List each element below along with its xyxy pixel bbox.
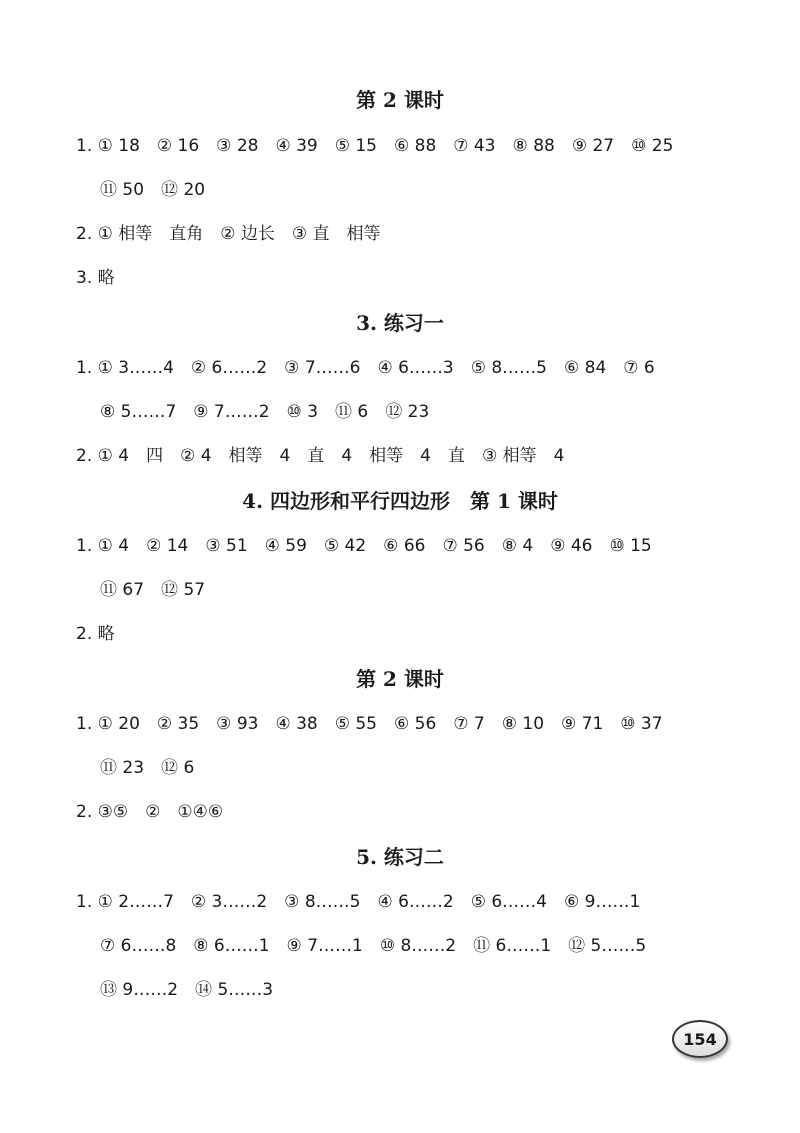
section-title: 3. 练习一 (356, 311, 444, 335)
section-title: 5. 练习二 (356, 845, 444, 869)
answer-line: 2. ① 4 四 ② 4 相等 4 直 4 相等 4 直 ③ 相等 4 (76, 446, 565, 466)
answer-line: 2. ③⑤ ② ①④⑥ (76, 802, 224, 822)
answer-line: ⑪ 50 ⑫ 20 (100, 180, 206, 200)
answer-line: 1. ① 20 ② 35 ③ 93 ④ 38 ⑤ 55 ⑥ 56 ⑦ 7 ⑧ 10 ⑨ 71 ⑩ 37 (76, 714, 663, 734)
section-title: 4. 四边形和平行四边形 第 1 课时 (242, 489, 558, 513)
answer-line: 1. ① 18 ② 16 ③ 28 ④ 39 ⑤ 15 ⑥ 88 ⑦ 43 ⑧ 88 ⑨ 27 ⑩ 25 (76, 136, 674, 156)
answer-line: 2. ① 相等 直角 ② 边长 ③ 直 相等 (76, 224, 381, 244)
answer-line: 1. ① 2……7 ② 3……2 ③ 8……5 ④ 6……2 ⑤ 6……4 ⑥ 9……1 (76, 892, 641, 912)
answer-line: ⑪ 67 ⑫ 57 (100, 580, 206, 600)
answer-line: ⑬ 9……2 ⑭ 5……3 (100, 980, 274, 1000)
answer-line: 2. 略 (76, 624, 115, 644)
answer-line: 3. 略 (76, 268, 115, 288)
answer-line: ⑧ 5……7 ⑨ 7……2 ⑩ 3 ⑪ 6 ⑫ 23 (100, 402, 430, 422)
answer-line: ⑦ 6……8 ⑧ 6……1 ⑨ 7……1 ⑩ 8……2 ⑪ 6……1 ⑫ 5……5 (100, 936, 647, 956)
answer-line: 1. ① 3……4 ② 6……2 ③ 7……6 ④ 6……3 ⑤ 8……5 ⑥ 84 ⑦ 6 (76, 358, 655, 378)
section-title: 第 2 课时 (356, 667, 444, 691)
section-title: 第 2 课时 (356, 88, 444, 112)
answer-line: ⑪ 23 ⑫ 6 (100, 758, 195, 778)
answer-line: 1. ① 4 ② 14 ③ 51 ④ 59 ⑤ 42 ⑥ 66 ⑦ 56 ⑧ 4 ⑨ 46 ⑩ 15 (76, 536, 652, 556)
page-number: 154 (672, 1020, 728, 1058)
